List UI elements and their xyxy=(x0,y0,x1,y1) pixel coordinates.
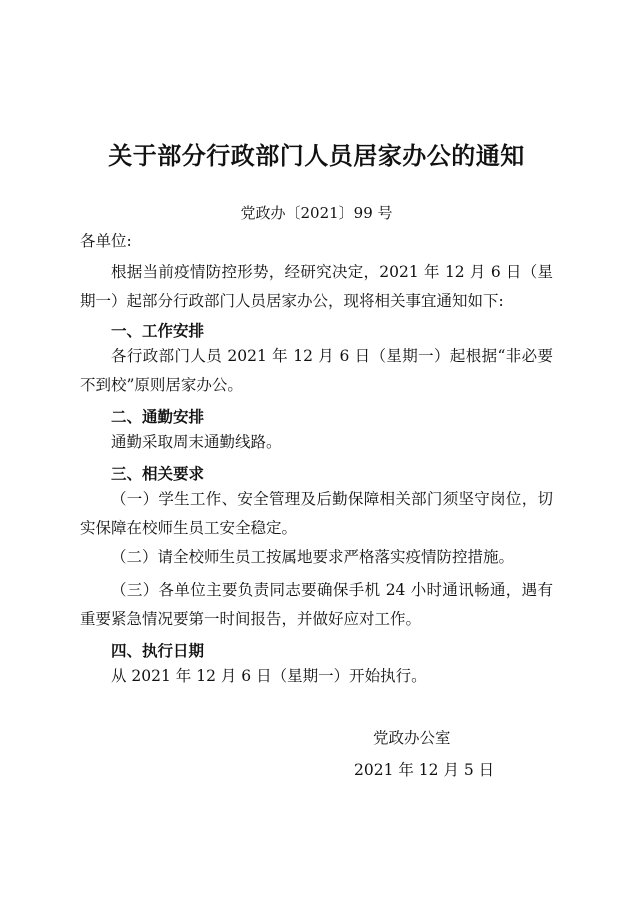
section-text-work-arrangement: 各行政部门人员 2021 年 12 月 6 日（星期一）起根据“非必要不到校”原则居家办公。 xyxy=(80,347,553,394)
section-heading-work-arrangement: 一、工作安排 xyxy=(111,321,205,340)
document-title: 关于部分行政部门人员居家办公的通知 xyxy=(108,141,525,170)
requirement-item-3: （三）各单位主要负责同志要确保手机 24 小时通讯畅通，遇有重要紧急情况要第一时间报告，并做好应对工作。 xyxy=(80,581,553,628)
requirement-item-2: （二）请全校师生员工按属地要求严格落实疫情防控措施。 xyxy=(111,548,515,566)
addressee: 各单位: xyxy=(80,232,132,250)
section-heading-effective-date: 四、执行日期 xyxy=(111,641,205,660)
intro-paragraph: 根据当前疫情防控形势，经研究决定，2021 年 12 月 6 日（星期一）起部分行政部门人员居家办公，现将相关事宜通知如下: xyxy=(80,263,553,310)
section-text-commute: 通勤采取周末通勤线路。 xyxy=(111,433,282,451)
section-heading-commute: 二、通勤安排 xyxy=(111,407,205,426)
requirement-item-1: （一）学生工作、安全管理及后勤保障相关部门须坚守岗位，切实保障在校师生员工安全稳定。 xyxy=(80,490,553,537)
signature-date: 2021 年 12 月 5 日 xyxy=(354,761,495,779)
document-number: 党政办〔2021〕99 号 xyxy=(240,204,393,222)
section-text-effective-date: 从 2021 年 12 月 6 日（星期一）开始执行。 xyxy=(111,667,427,685)
signature-organization: 党政办公室 xyxy=(373,729,451,747)
section-heading-requirements: 三、相关要求 xyxy=(111,464,205,483)
